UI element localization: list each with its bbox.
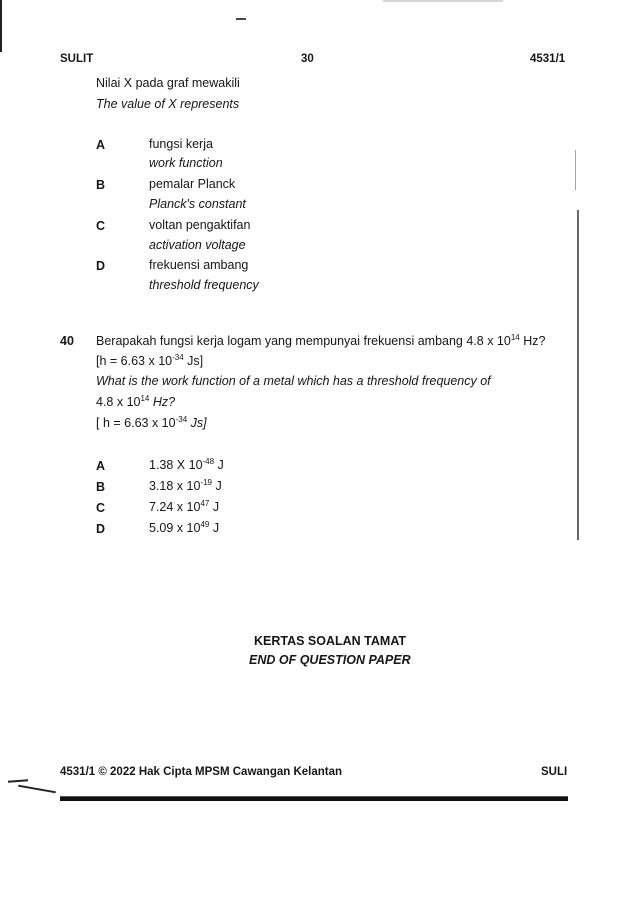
q40-stem-malay: Berapakah fungsi kerja logam yang mempunyai frekuensi ambang 4.8 x $10^{14}$ Hz? [96,333,546,348]
q40-stem-english-line1: What is the work function of a metal which has a threshold frequency of [96,374,491,388]
q39-option-c-label: C [96,219,106,233]
q40-option-c-label: C [96,501,106,515]
q39-option-d-malay: frekuensi ambang [149,258,249,272]
q40-option-b-label: B [96,480,106,494]
scan-edge-line [0,0,2,52]
header-sulit: SULIT [60,53,94,65]
q39-option-b-label: B [96,178,106,192]
end-malay: KERTAS SOALAN TAMAT [254,634,407,648]
scan-smudge [383,0,503,2]
q40-option-b-value: 3.18 x $10^{-19}$ J [149,478,222,493]
q39-option-d-label: D [96,259,106,273]
q39-stem-english: The value of X represents [96,97,240,111]
q40-option-a-value: 1.38 X $10^{-48}$ J [149,457,224,472]
q39-option-c-english: activation voltage [149,238,246,252]
q40-constant-english: [ h = 6.63 x $10^{-34}$ Js] [96,415,207,430]
q39-option-b-malay: pemalar Planck [149,177,236,191]
pen-mark [18,785,56,794]
q40-option-d-label: D [96,522,106,536]
footer-copyright: 4531/1 © 2022 Hak Cipta MPSM Cawangan Kelantan [60,766,343,778]
q40-option-a-label: A [96,459,106,473]
q40-option-d-value: 5.09 x $10^{49}$ J [149,520,220,535]
q39-option-d-english: threshold frequency [149,278,259,292]
q39-option-a-malay: fungsi kerja [149,137,213,151]
q39-option-b-english: Planck's constant [149,197,246,211]
q39-stem-malay: Nilai X pada graf mewakili [96,76,240,90]
q40-stem-english-line2: 4.8 x $10^{14}$ Hz? [96,394,176,409]
q39-option-c-malay: voltan pengaktifan [149,218,251,232]
q39-option-a-english: work function [149,156,223,170]
footer-sulit: SULI [541,766,568,778]
header-paper-code: 4531/1 [530,53,566,65]
scan-edge-line-right [577,210,579,540]
end-english: END OF QUESTION PAPER [249,653,411,667]
q40-number: 40 [60,334,74,348]
scan-edge-dash [575,150,576,190]
q39-option-a-label: A [96,138,106,152]
page-number: 30 [301,53,314,65]
pen-mark [8,779,28,782]
scan-mark [236,18,246,20]
q40-constant-malay: [h = 6.63 x $10^{-34}$ Js] [96,353,204,368]
q40-option-c-value: 7.24 x $10^{47}$ J [149,499,220,514]
footer-rule [60,797,568,801]
